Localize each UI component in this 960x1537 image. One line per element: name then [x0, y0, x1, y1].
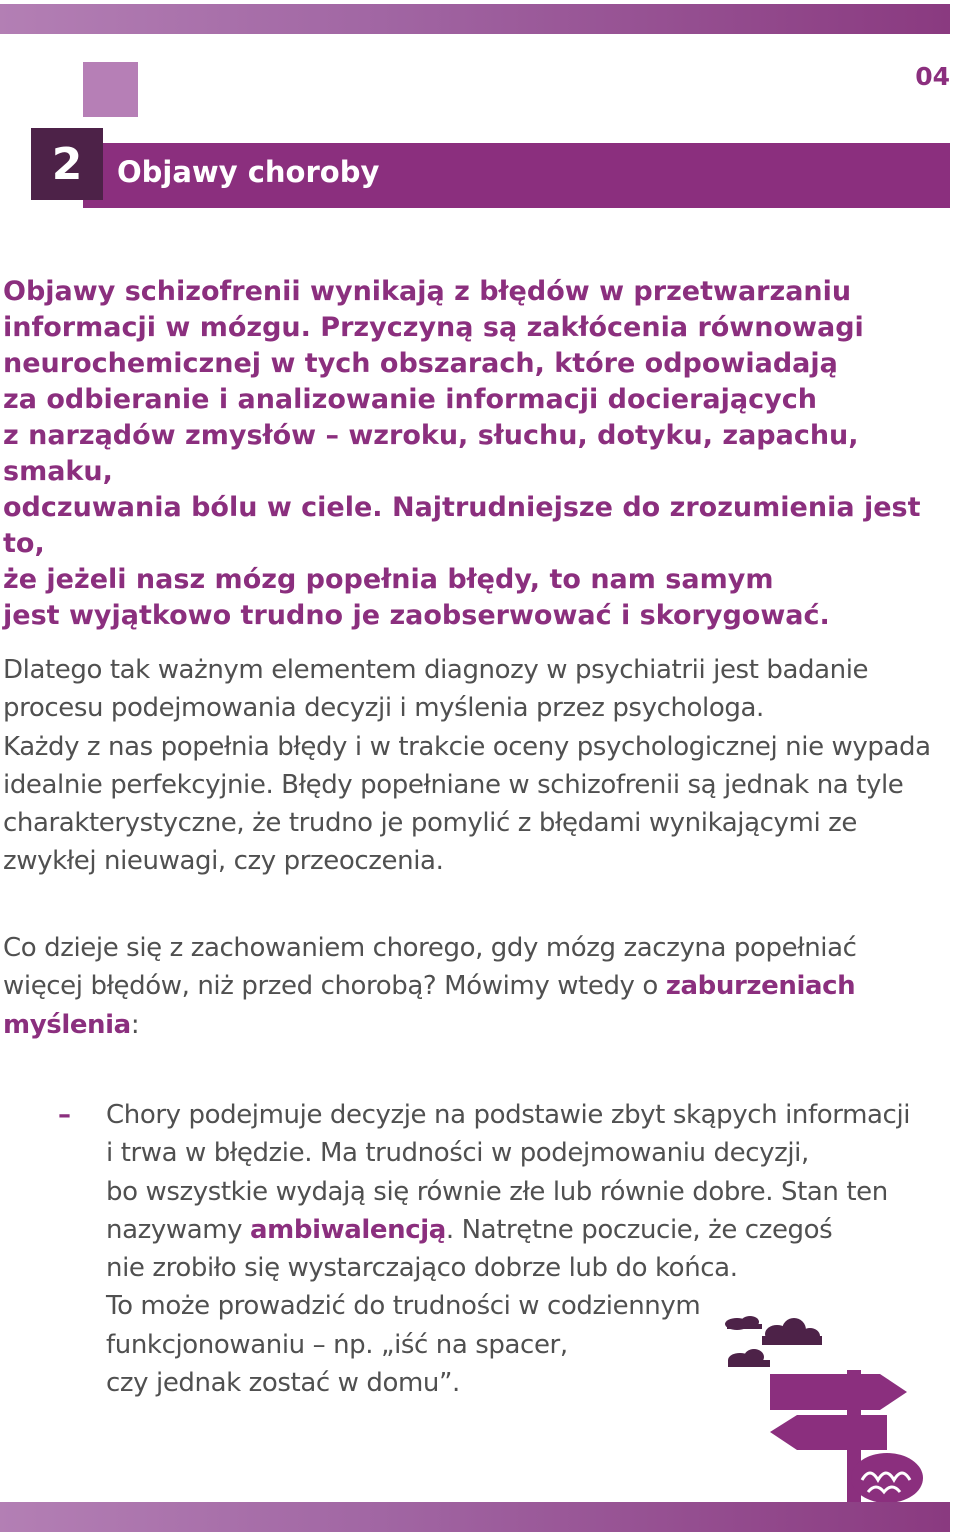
- paragraph-text: więcej błędów, niż przed chorobą? Mówimy wtedy o: [3, 971, 666, 1002]
- highlight-term: zaburzeniach: [665, 971, 856, 1002]
- brain-icon: [851, 1453, 923, 1503]
- top-decorative-bar: [0, 4, 950, 34]
- sign-arrow-left: [770, 1415, 887, 1450]
- intro-line: odczuwania bólu w ciele. Najtrudniejsze do zrozumienia jest to,: [3, 492, 921, 559]
- intro-paragraph: [3, 274, 948, 634]
- bullet-line: funkcjonowaniu – np. „iść na spacer,: [106, 1329, 568, 1360]
- paragraph-line: idealnie perfekcyjnie. Błędy popełniane w schizofrenii są jednak na tyle: [3, 769, 904, 800]
- diagnosis-paragraph: [3, 651, 948, 881]
- bottom-decorative-bar: [0, 1502, 950, 1532]
- decorative-square: [83, 62, 138, 117]
- paragraph-line: zwykłej nieuwagi, czy przeoczenia.: [3, 846, 444, 877]
- highlight-term: ambiwalencją: [250, 1214, 446, 1245]
- cloud-icon: [725, 1316, 762, 1330]
- paragraph-line: [3, 1006, 948, 1044]
- intro-line: za odbieranie i analizowanie informacji docierających: [3, 384, 817, 415]
- paragraph-line: Każdy z nas popełnia błędy i w trakcie oceny psychologicznej nie wypada: [3, 731, 931, 762]
- highlight-term: myślenia: [3, 1009, 131, 1040]
- paragraph-line: [3, 967, 948, 1005]
- bullet-line: Chory podejmuje decyzje na podstawie zbyt skąpych informacji: [106, 1100, 911, 1130]
- intro-line: informacji w mózgu. Przyczyną są zakłócenia równowagi: [3, 312, 864, 343]
- intro-line: z narządów zmysłów – wzroku, słuchu, dotyku, zapachu, smaku,: [3, 420, 859, 487]
- signpost-illustration: [722, 1310, 942, 1510]
- cloud-icon: [762, 1318, 822, 1345]
- bullet-text: nazywamy: [106, 1214, 251, 1245]
- paragraph-text: :: [130, 1009, 140, 1040]
- bullet-dash: –: [58, 1100, 71, 1130]
- bullet-line: [106, 1211, 926, 1249]
- intro-line: Objawy schizofrenii wynikają z błędów w przetwarzaniu: [3, 276, 852, 307]
- bullet-line: czy jednak zostać w domu”.: [106, 1368, 460, 1399]
- intro-line: że jeżeli nasz mózg popełnia błędy, to nam samym: [3, 564, 774, 595]
- bullet-line: bo wszystkie wydają się równie złe lub równie dobre. Stan ten: [106, 1176, 888, 1207]
- bullet-line: nie zrobiło się wystarczająco dobrze lub do końca.: [106, 1253, 738, 1284]
- paragraph-line: Dlatego tak ważnym elementem diagnozy w psychiatrii jest badanie: [3, 655, 869, 685]
- bullet-text: . Natrętne poczucie, że czegoś: [445, 1214, 833, 1245]
- bullet-line: i trwa w błędzie. Ma trudności w podejmowaniu decyzji,: [106, 1138, 809, 1169]
- paragraph-line: Co dzieje się z zachowaniem chorego, gdy mózg zaczyna popełniać: [3, 933, 857, 963]
- paragraph-line: charakterystyczne, że trudno je pomylić z błędami wynikającymi ze: [3, 808, 858, 839]
- intro-line: neurochemicznej w tych obszarach, które odpowiadają: [3, 348, 838, 379]
- bullet-line: To może prowadzić do trudności w codziennym: [106, 1291, 701, 1322]
- intro-line: jest wyjątkowo trudno je zaobserwować i skorygować.: [3, 600, 830, 631]
- chapter-title: Objawy choroby: [117, 155, 380, 189]
- page-number: 04: [915, 62, 950, 91]
- chapter-number: 2: [31, 128, 103, 200]
- thinking-disorders-paragraph: [3, 929, 948, 1044]
- sign-arrow-right: [770, 1374, 907, 1410]
- paragraph-line: procesu podejmowania decyzji i myślenia przez psychologa.: [3, 693, 764, 724]
- cloud-icon: [728, 1349, 770, 1367]
